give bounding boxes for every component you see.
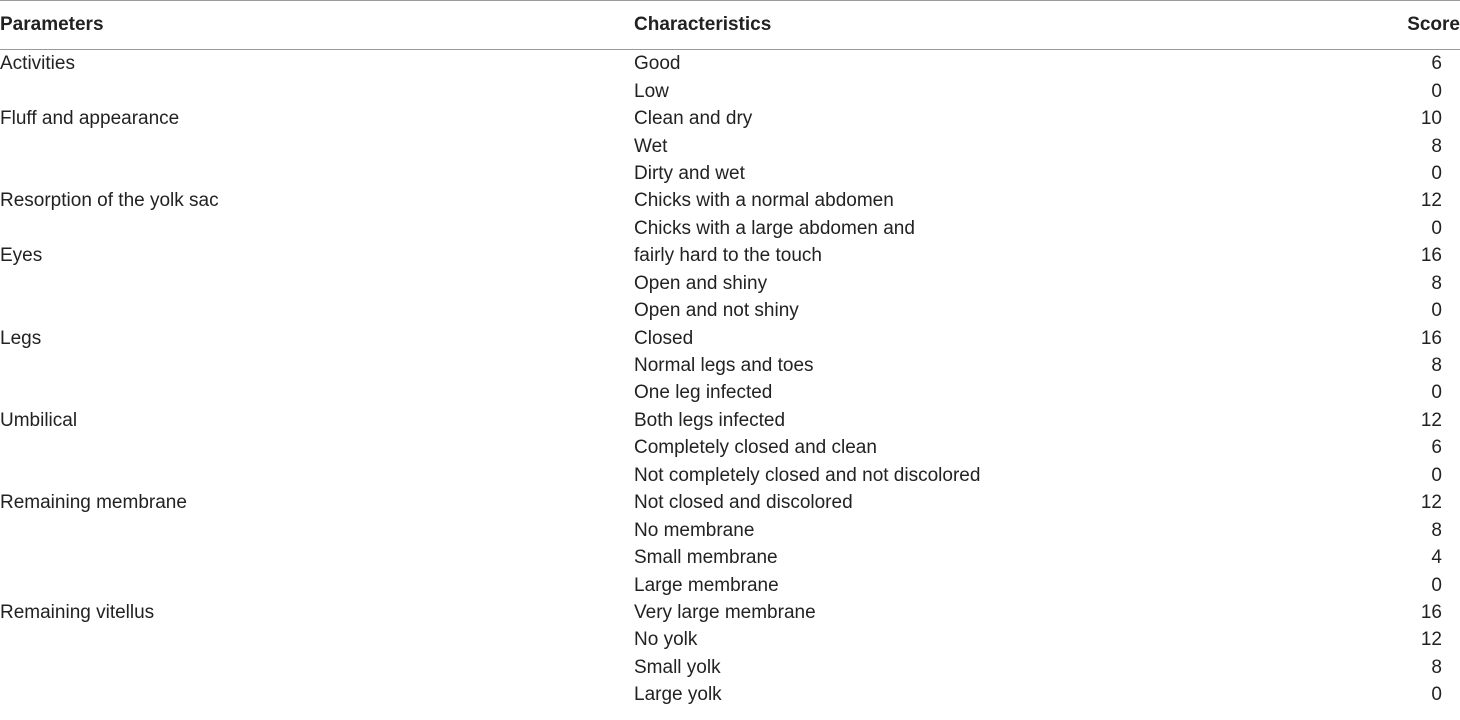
- parameter-cell: Fluff and appearance: [0, 108, 180, 130]
- parameter-cell: [0, 270, 634, 297]
- parameter-cell: [0, 654, 634, 681]
- table-row: [0, 379, 1460, 406]
- parameter-cell: Remaining vitellus: [0, 601, 155, 623]
- score-cell: 8: [1431, 135, 1442, 157]
- characteristic-cell: Open and not shiny: [634, 300, 799, 322]
- parameter-cell: [0, 77, 634, 104]
- header-characteristics: Characteristics: [634, 1, 1380, 50]
- table-row: [0, 270, 1460, 297]
- table-body: [0, 50, 1460, 709]
- parameter-cell: [0, 626, 634, 653]
- table-row: [0, 77, 1460, 104]
- score-cell: 0: [1431, 684, 1442, 706]
- parameter-cell: [0, 379, 634, 406]
- parameter-cell: [0, 297, 634, 324]
- score-cell: 0: [1431, 162, 1442, 184]
- score-cell: 0: [1431, 382, 1442, 404]
- table-row: [0, 407, 1460, 434]
- score-cell: 8: [1431, 272, 1442, 294]
- table-row: [0, 187, 1460, 214]
- score-cell: 8: [1431, 355, 1442, 377]
- parameter-cell: Resorption of the yolk sac: [0, 190, 219, 212]
- parameter-cell: [0, 132, 634, 159]
- table-row: [0, 516, 1460, 543]
- header-parameters: Parameters: [0, 1, 634, 50]
- score-cell: 6: [1431, 53, 1442, 75]
- table-row: [0, 571, 1460, 598]
- table-row: [0, 681, 1460, 708]
- table-row: [0, 462, 1460, 489]
- score-cell: 0: [1431, 80, 1442, 102]
- table-row: [0, 50, 1460, 78]
- characteristic-cell: No membrane: [634, 519, 755, 541]
- parameter-cell: [0, 160, 634, 187]
- characteristic-cell: Dirty and wet: [634, 162, 745, 184]
- table-row: [0, 626, 1460, 653]
- score-cell: 0: [1431, 464, 1442, 486]
- header-score: Score: [1380, 1, 1460, 50]
- parameter-cell: Umbilical: [0, 409, 78, 431]
- characteristic-cell: No yolk: [634, 629, 698, 651]
- characteristic-cell: Normal legs and toes: [634, 355, 814, 377]
- score-cell: 16: [1420, 327, 1442, 349]
- characteristic-cell: Both legs infected: [634, 409, 786, 431]
- parameter-cell: [0, 434, 634, 461]
- table-row: [0, 242, 1460, 269]
- characteristic-cell: Small membrane: [634, 547, 778, 569]
- characteristic-cell: Chicks with a large abdomen and: [634, 217, 915, 239]
- parameter-cell: Remaining membrane: [0, 492, 187, 514]
- score-cell: 4: [1431, 547, 1442, 569]
- parameter-cell: Legs: [0, 327, 42, 349]
- characteristic-cell: Not closed and discolored: [634, 492, 853, 514]
- characteristic-cell: Small yolk: [634, 656, 721, 678]
- score-cell: 8: [1431, 656, 1442, 678]
- score-cell: 12: [1420, 190, 1442, 212]
- table-row: [0, 297, 1460, 324]
- score-cell: 0: [1431, 574, 1442, 596]
- parameter-cell: Activities: [0, 53, 75, 75]
- parameter-cell: Eyes: [0, 245, 43, 267]
- table-header: [0, 1, 1460, 50]
- parameter-cell: [0, 681, 634, 708]
- table-row: [0, 215, 1460, 242]
- parameter-cell: [0, 462, 634, 489]
- score-cell: 0: [1431, 300, 1442, 322]
- header-row: [0, 1, 1460, 50]
- table-row: [0, 324, 1460, 351]
- score-cell: 8: [1431, 519, 1442, 541]
- score-cell: 12: [1420, 409, 1442, 431]
- table-row: [0, 599, 1460, 626]
- characteristic-cell: Good: [634, 53, 681, 75]
- characteristic-cell: Open and shiny: [634, 272, 768, 294]
- characteristic-cell: Very large membrane: [634, 601, 816, 623]
- characteristic-cell: Large yolk: [634, 684, 722, 706]
- parameter-cell: [0, 516, 634, 543]
- characteristic-cell: One leg infected: [634, 382, 773, 404]
- characteristic-cell: Clean and dry: [634, 108, 753, 130]
- table-row: [0, 352, 1460, 379]
- characteristic-cell: Closed: [634, 327, 694, 349]
- score-cell: 6: [1431, 437, 1442, 459]
- characteristic-cell: Chicks with a normal abdomen: [634, 190, 894, 212]
- characteristic-cell: fairly hard to the touch: [634, 245, 822, 267]
- parameter-cell: [0, 544, 634, 571]
- score-cell: 10: [1420, 108, 1442, 130]
- score-cell: 16: [1420, 601, 1442, 623]
- characteristic-cell: Large membrane: [634, 574, 779, 596]
- characteristic-cell: Completely closed and clean: [634, 437, 877, 459]
- table-row: [0, 132, 1460, 159]
- score-cell: 16: [1420, 245, 1442, 267]
- characteristic-cell: Low: [634, 80, 669, 102]
- score-cell: 0: [1431, 217, 1442, 239]
- table-row: [0, 160, 1460, 187]
- parameter-cell: [0, 352, 634, 379]
- table-row: [0, 489, 1460, 516]
- parameter-cell: [0, 215, 634, 242]
- characteristic-cell: Wet: [634, 135, 668, 157]
- characteristic-cell: Not completely closed and not discolored: [634, 464, 981, 486]
- parameter-cell: [0, 571, 634, 598]
- table-row: [0, 654, 1460, 681]
- table-row: [0, 434, 1460, 461]
- score-cell: 12: [1420, 629, 1442, 651]
- table-row: [0, 105, 1460, 132]
- table-row: [0, 544, 1460, 571]
- score-cell: 12: [1420, 492, 1442, 514]
